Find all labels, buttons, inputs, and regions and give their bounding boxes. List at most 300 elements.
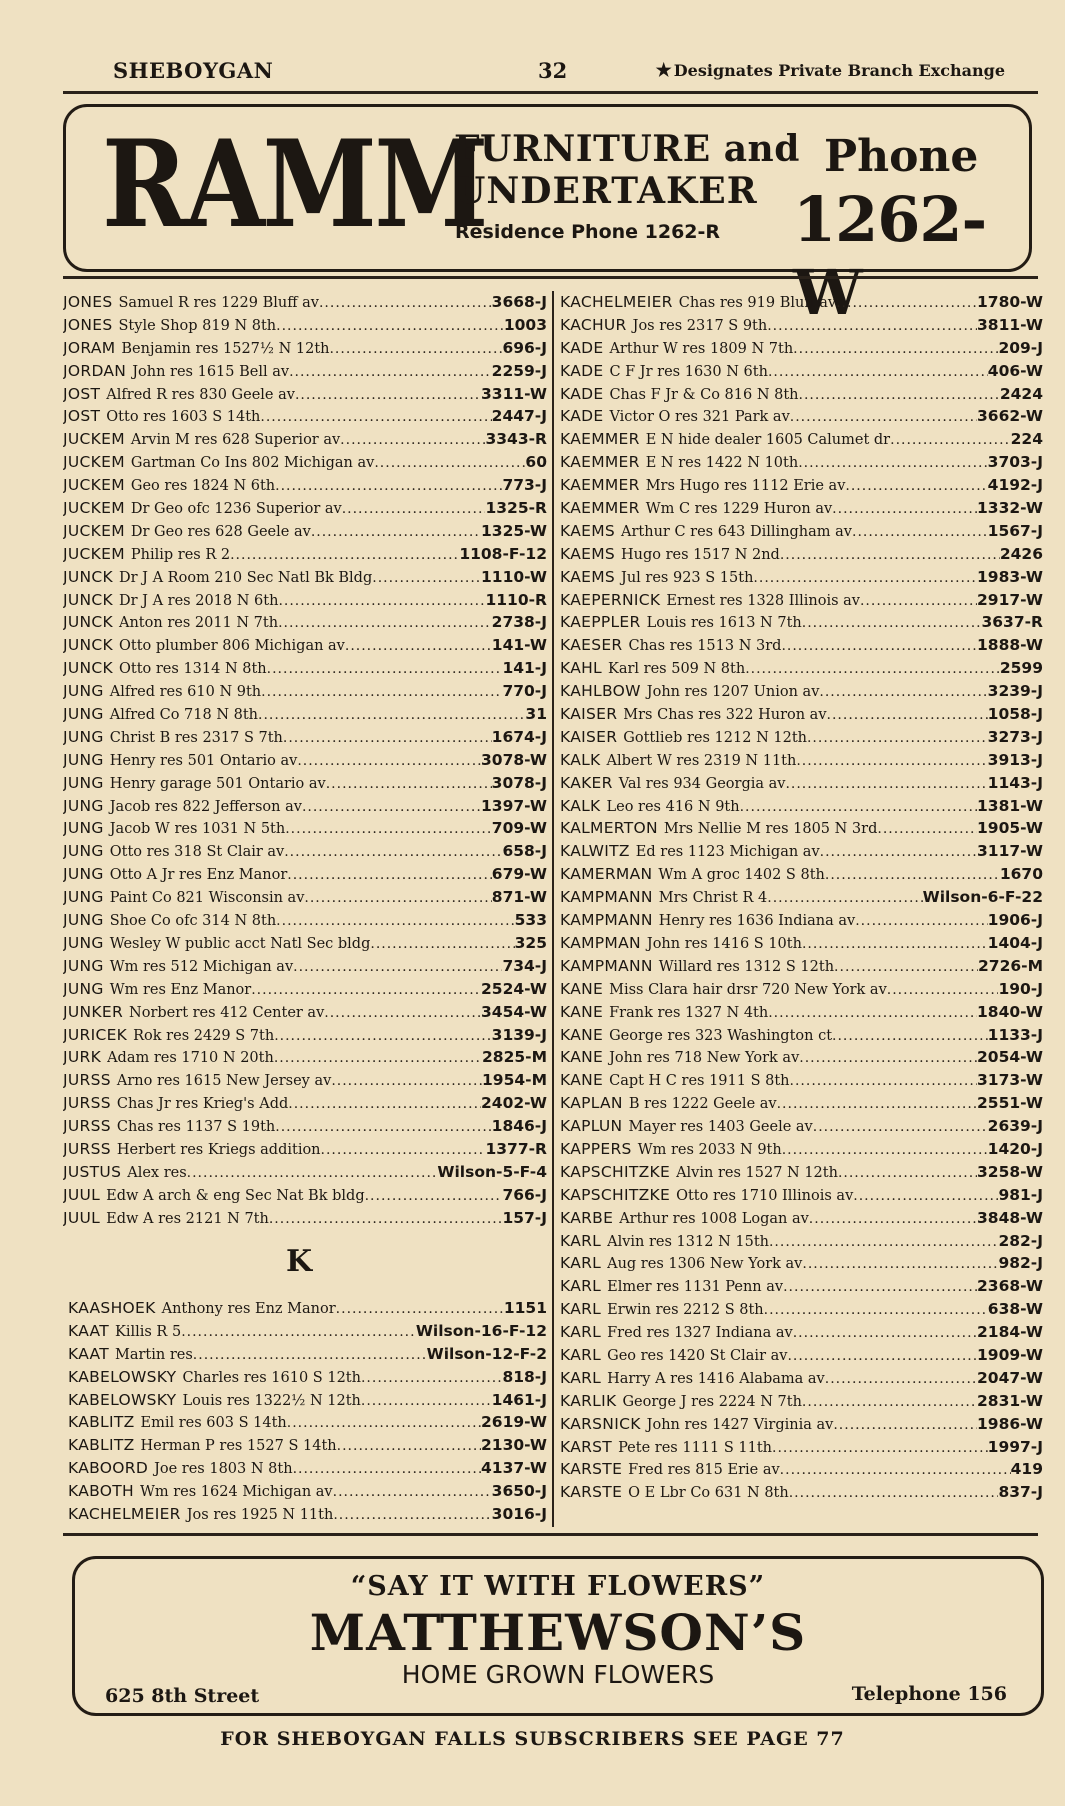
listing-detail: Adam res 1710 N 20th bbox=[107, 1050, 274, 1067]
leader-dots bbox=[274, 1047, 482, 1069]
leader-dots bbox=[802, 1253, 998, 1275]
listing-detail: John res 718 New York av bbox=[609, 1050, 800, 1067]
listing-detail: Killis R 5 bbox=[115, 1323, 182, 1340]
listing-detail: Emil res 603 S 14th bbox=[140, 1415, 287, 1432]
listing-name: KANE bbox=[560, 1002, 604, 1021]
listing-entry bbox=[63, 1161, 547, 1184]
listing-detail: Gottlieb res 1212 N 12th bbox=[623, 729, 807, 746]
listing-detail: Arno res 1615 New Jersey av bbox=[116, 1073, 332, 1090]
listing-phone: 770-J bbox=[502, 682, 547, 701]
leader-dots bbox=[753, 567, 977, 589]
listing-name: KAEPERNICK bbox=[560, 590, 661, 609]
listing-name: KARSTE bbox=[560, 1460, 623, 1479]
listing-entry bbox=[560, 932, 1043, 955]
leader-dots bbox=[372, 567, 481, 589]
column-divider bbox=[552, 291, 554, 1527]
listing-entry bbox=[68, 1366, 547, 1389]
listing-name: JUNG bbox=[63, 979, 104, 998]
listing-detail: Jos res 2317 S 9th bbox=[632, 317, 768, 334]
listing-entry bbox=[560, 1275, 1043, 1298]
listing-name: JUCKEM bbox=[63, 453, 125, 472]
listing-entry bbox=[63, 1092, 547, 1115]
listing-name: KADE bbox=[560, 338, 604, 357]
leader-dots bbox=[361, 1367, 502, 1389]
listing-name: JURSS bbox=[63, 1139, 111, 1158]
listing-phone: 3078-J bbox=[491, 773, 547, 792]
listing-phone: 1840-W bbox=[977, 1002, 1043, 1021]
listing-detail: Arthur res 1008 Logan av bbox=[619, 1210, 809, 1227]
leader-dots bbox=[333, 1504, 491, 1526]
listing-detail: Style Shop 819 N 8th bbox=[118, 317, 277, 334]
listing-detail: Chas F Jr & Co 816 N 8th bbox=[609, 386, 799, 403]
listing-entry bbox=[560, 1207, 1043, 1230]
leader-dots bbox=[295, 384, 481, 406]
listing-detail: Mayer res 1403 Geele av bbox=[628, 1119, 813, 1136]
listing-entry bbox=[63, 1069, 547, 1092]
leader-dots bbox=[793, 338, 998, 360]
listing-detail: Willard res 1312 S 12th bbox=[658, 958, 835, 975]
listing-entry bbox=[560, 1161, 1043, 1184]
listing-name: KAAT bbox=[68, 1344, 109, 1363]
listing-name: KARL bbox=[560, 1254, 602, 1273]
listing-entry bbox=[63, 1024, 547, 1047]
leader-dots bbox=[230, 544, 459, 566]
listing-entry bbox=[560, 703, 1043, 726]
listing-name: KARL bbox=[560, 1368, 602, 1387]
listing-column-left-k bbox=[68, 1297, 547, 1526]
listing-name: JUNKER bbox=[63, 1002, 124, 1021]
listing-phone: 982-J bbox=[998, 1254, 1043, 1273]
listing-entry bbox=[63, 451, 547, 474]
listing-detail: Alvin res 1312 N 15th bbox=[607, 1233, 769, 1250]
leader-dots bbox=[780, 544, 1000, 566]
listing-detail: Arthur W res 1809 N 7th bbox=[609, 340, 794, 357]
leader-dots bbox=[887, 979, 999, 1001]
leader-dots bbox=[293, 1458, 481, 1480]
listing-phone: 2402-W bbox=[481, 1094, 547, 1113]
listing-phone: Wilson-16-F-12 bbox=[415, 1321, 547, 1340]
ramm-brand: RAMM bbox=[102, 114, 486, 255]
listing-name: JUCKEM bbox=[63, 476, 125, 495]
listing-entry bbox=[560, 1115, 1043, 1138]
listing-name: JURSS bbox=[63, 1071, 111, 1090]
listing-detail: E N res 1422 N 10th bbox=[645, 455, 799, 472]
leader-dots bbox=[853, 1185, 998, 1207]
listing-entry bbox=[63, 634, 547, 657]
listing-phone: 2639-J bbox=[987, 1117, 1043, 1136]
leader-dots bbox=[767, 887, 922, 909]
listing-entry bbox=[63, 337, 547, 360]
listing-name: KALMERTON bbox=[560, 819, 658, 838]
listing-detail: Fred res 1327 Indiana av bbox=[607, 1325, 793, 1342]
listing-name: JUNCK bbox=[63, 613, 113, 632]
listing-phone: 1108-F-12 bbox=[459, 544, 547, 563]
listing-name: JUNG bbox=[63, 796, 104, 815]
listing-entry bbox=[560, 726, 1043, 749]
listing-entry bbox=[68, 1297, 547, 1320]
listing-detail: Paint Co 821 Wisconsin av bbox=[109, 890, 305, 907]
listing-phone: Wilson-6-F-22 bbox=[922, 888, 1043, 907]
listing-name: JUNCK bbox=[63, 659, 113, 678]
listing-detail: Henry res 1636 Indiana av bbox=[658, 913, 856, 930]
listing-entry bbox=[560, 405, 1043, 428]
listing-name: JUNCK bbox=[63, 636, 113, 655]
listing-entry bbox=[63, 383, 547, 406]
listing-detail: Jul res 923 S 15th bbox=[621, 569, 754, 586]
listing-phone: 3173-W bbox=[977, 1071, 1043, 1090]
listing-detail: Miss Clara hair drsr 720 New York av bbox=[609, 981, 887, 998]
listing-name: JUCKEM bbox=[63, 521, 125, 540]
listing-entry bbox=[63, 680, 547, 703]
listing-phone: 2619-W bbox=[481, 1413, 547, 1432]
listing-entry bbox=[63, 1184, 547, 1207]
star-icon: ★ bbox=[655, 60, 672, 81]
listing-phone: 2551-W bbox=[977, 1094, 1043, 1113]
listing-phone: 533 bbox=[514, 911, 547, 930]
listing-entry bbox=[63, 863, 547, 886]
leader-dots bbox=[361, 1390, 492, 1412]
listing-name: JURSS bbox=[63, 1094, 111, 1113]
listing-entry bbox=[560, 749, 1043, 772]
listing-name: KAEMS bbox=[560, 521, 616, 540]
city-name: SHEBOYGAN bbox=[113, 58, 274, 83]
listing-phone: 406-W bbox=[987, 361, 1043, 380]
listing-entry bbox=[560, 1321, 1043, 1344]
leader-dots bbox=[251, 979, 481, 1001]
listing-phone: 2184-W bbox=[977, 1323, 1043, 1342]
listing-name: KARL bbox=[560, 1231, 602, 1250]
listing-detail: John res 1416 S 10th bbox=[646, 935, 802, 952]
leader-dots bbox=[781, 635, 977, 657]
listing-detail: Alfred R res 830 Geele av bbox=[106, 386, 295, 403]
leader-dots bbox=[302, 796, 481, 818]
listing-phone: Wilson-12-F-2 bbox=[426, 1344, 547, 1363]
listing-phone: 2259-J bbox=[491, 361, 547, 380]
listing-detail: Arvin M res 628 Superior av bbox=[130, 432, 341, 449]
listing-entry bbox=[560, 1001, 1043, 1024]
listing-detail: Wesley W public acct Natl Sec bldg bbox=[109, 935, 371, 952]
listing-phone: 2424 bbox=[999, 384, 1043, 403]
leader-dots bbox=[782, 1139, 988, 1161]
listing-phone: 1909-W bbox=[977, 1345, 1043, 1364]
listing-entry bbox=[560, 1046, 1043, 1069]
leader-dots bbox=[321, 1139, 486, 1161]
listing-detail: Mrs Hugo res 1112 Erie av bbox=[645, 478, 846, 495]
listing-phone: 1986-W bbox=[977, 1414, 1043, 1433]
leader-dots bbox=[374, 452, 525, 474]
listing-phone: 2524-W bbox=[481, 979, 547, 998]
listing-name: KAEMMER bbox=[560, 499, 640, 518]
listing-name: JUNG bbox=[63, 888, 104, 907]
listing-detail: Shoe Co ofc 314 N 8th bbox=[109, 913, 277, 930]
listing-detail: Anthony res Enz Manor bbox=[161, 1301, 336, 1317]
listing-detail: Capt H C res 1911 S 8th bbox=[609, 1073, 790, 1090]
listing-entry bbox=[560, 520, 1043, 543]
leader-dots bbox=[833, 1414, 977, 1436]
listing-entry bbox=[560, 337, 1043, 360]
listing-phone: 3311-W bbox=[481, 384, 547, 403]
listing-phone: 2054-W bbox=[977, 1048, 1043, 1067]
leader-dots bbox=[278, 612, 492, 634]
listing-detail: Karl res 509 N 8th bbox=[608, 661, 746, 678]
listing-name: KARL bbox=[560, 1300, 602, 1319]
leader-dots bbox=[283, 727, 492, 749]
listing-phone: 2599 bbox=[999, 659, 1043, 678]
listing-phone: 3913-J bbox=[987, 750, 1043, 769]
listing-detail: Louis res 1613 N 7th bbox=[646, 615, 802, 632]
listing-entry bbox=[560, 1069, 1043, 1092]
leader-dots bbox=[276, 315, 504, 337]
listing-entry bbox=[68, 1480, 547, 1503]
ramm-residence-phone: Residence Phone 1262-R bbox=[455, 221, 721, 243]
listing-entry bbox=[63, 360, 547, 383]
listing-entry bbox=[63, 817, 547, 840]
listing-entry bbox=[63, 543, 547, 566]
listing-entry bbox=[560, 1298, 1043, 1321]
listing-name: KACHUR bbox=[560, 315, 627, 334]
leader-dots bbox=[783, 1276, 977, 1298]
listing-phone: 3703-J bbox=[987, 453, 1043, 472]
listing-detail: Geo res 1824 N 6th bbox=[130, 478, 276, 495]
listing-entry bbox=[63, 749, 547, 772]
listing-detail: Jos res 1925 N 11th bbox=[186, 1507, 334, 1524]
listing-detail: Christ B res 2317 S 7th bbox=[109, 729, 283, 746]
leader-dots bbox=[287, 1412, 481, 1434]
listing-phone: 1997-J bbox=[987, 1437, 1043, 1456]
listing-phone: 60 bbox=[525, 453, 547, 472]
listing-phone: 1381-W bbox=[977, 796, 1043, 815]
leader-dots bbox=[796, 750, 987, 772]
listing-phone: 2368-W bbox=[977, 1277, 1043, 1296]
listing-detail: Herbert res Kriegs addition bbox=[116, 1141, 321, 1158]
leader-dots bbox=[345, 635, 492, 657]
leader-dots bbox=[331, 1070, 482, 1092]
listing-entry bbox=[63, 932, 547, 955]
leader-dots bbox=[802, 933, 988, 955]
listing-entry bbox=[560, 314, 1043, 337]
listing-entry bbox=[63, 726, 547, 749]
listing-name: KARL bbox=[560, 1277, 602, 1296]
listing-detail: Alfred Co 718 N 8th bbox=[109, 707, 259, 724]
listing-name: KAEMMER bbox=[560, 453, 640, 472]
leader-dots bbox=[768, 361, 988, 383]
listing-entry bbox=[68, 1503, 547, 1526]
ramm-line-furniture: FURNITURE and bbox=[454, 128, 800, 170]
listing-detail: Ed res 1123 Michigan av bbox=[635, 844, 820, 861]
leader-dots bbox=[855, 910, 987, 932]
listing-phone: 31 bbox=[525, 705, 547, 724]
listing-phone: 3139-J bbox=[491, 1025, 547, 1044]
listing-phone: 1420-J bbox=[987, 1139, 1043, 1158]
leader-dots bbox=[777, 1093, 977, 1115]
listing-name: JUNG bbox=[63, 842, 104, 861]
listing-detail: Benjamin res 1527½ N 12th bbox=[121, 340, 330, 357]
listing-detail: Harry A res 1416 Alabama av bbox=[607, 1370, 825, 1387]
listing-phone: 766-J bbox=[502, 1185, 547, 1204]
listing-phone: 209-J bbox=[998, 338, 1043, 357]
listing-entry bbox=[68, 1389, 547, 1412]
listing-name: KANE bbox=[560, 979, 604, 998]
listing-detail: Frank res 1327 N 4th bbox=[609, 1004, 769, 1021]
listing-name: JUNG bbox=[63, 682, 104, 701]
listing-detail: C F Jr res 1630 N 6th bbox=[609, 363, 768, 380]
listing-phone: 1143-J bbox=[987, 773, 1043, 792]
leader-dots bbox=[790, 1070, 978, 1092]
listing-detail: Mrs Nellie M res 1805 N 3rd bbox=[663, 821, 878, 838]
pbx-legend-text: Designates Private Branch Exchange bbox=[673, 61, 1005, 80]
listing-detail: John res 1427 Virginia av bbox=[646, 1416, 834, 1433]
listing-name: JOST bbox=[63, 407, 101, 426]
leader-dots bbox=[827, 704, 988, 726]
leader-dots bbox=[838, 1162, 977, 1184]
listing-phone: 419 bbox=[1010, 1460, 1043, 1479]
listing-detail: Leo res 416 N 9th bbox=[606, 798, 740, 815]
listing-detail: Erwin res 2212 S 8th bbox=[607, 1302, 764, 1319]
page-number: 32 bbox=[538, 58, 568, 83]
listing-name: KAPSCHITZKE bbox=[560, 1185, 671, 1204]
listing-name: KABELOWSKY bbox=[68, 1367, 177, 1386]
listing-name: JONES bbox=[63, 315, 113, 334]
listing-name: KALK bbox=[560, 750, 601, 769]
listing-name: KADE bbox=[560, 361, 604, 380]
listing-name: KAISER bbox=[560, 727, 618, 746]
listing-entry bbox=[63, 955, 547, 978]
listing-detail: Jacob res 822 Jefferson av bbox=[109, 798, 302, 815]
listing-phone: 2825-M bbox=[482, 1048, 547, 1067]
listing-phone: 1151 bbox=[503, 1299, 547, 1317]
leader-dots bbox=[819, 681, 987, 703]
florist-address: 625 8th Street bbox=[105, 1685, 260, 1707]
leader-dots bbox=[769, 1231, 998, 1253]
listing-entry bbox=[560, 566, 1043, 589]
listing-name: JUNG bbox=[63, 819, 104, 838]
ramm-phone-number: 1262-W bbox=[793, 183, 987, 329]
listing-phone: 3117-W bbox=[977, 842, 1043, 861]
listing-detail: Albert W res 2319 N 11th bbox=[606, 752, 797, 769]
leader-dots bbox=[193, 1344, 427, 1366]
listing-entry bbox=[63, 566, 547, 589]
listing-name: JUCKEM bbox=[63, 544, 125, 563]
listing-phone: 696-J bbox=[502, 338, 547, 357]
listing-detail: Wm res 512 Michigan av bbox=[109, 958, 294, 975]
listing-detail: Wm res 1624 Michigan av bbox=[139, 1484, 333, 1501]
listing-name: JUNG bbox=[63, 956, 104, 975]
listing-detail: O E Lbr Co 631 N 8th bbox=[628, 1485, 789, 1502]
listing-phone: 1133-J bbox=[987, 1025, 1043, 1044]
listing-entry bbox=[63, 1001, 547, 1024]
leader-dots bbox=[288, 1093, 481, 1115]
leader-dots bbox=[342, 498, 486, 520]
listing-name: KAHL bbox=[560, 659, 602, 678]
listing-detail: B res 1222 Geele av bbox=[628, 1096, 777, 1113]
listing-entry bbox=[63, 589, 547, 612]
listing-name: JORAM bbox=[63, 338, 116, 357]
listing-detail: Otto plumber 806 Michigan av bbox=[119, 638, 345, 655]
leader-dots bbox=[785, 773, 987, 795]
leader-dots bbox=[820, 841, 977, 863]
leader-dots bbox=[297, 750, 481, 772]
listing-phone: 141-W bbox=[491, 636, 547, 655]
listing-column-right bbox=[560, 291, 1043, 1504]
listing-name: KARSTE bbox=[560, 1483, 623, 1502]
listing-name: KARL bbox=[560, 1323, 602, 1342]
listing-phone: 773-J bbox=[502, 476, 547, 495]
listing-phone: 1906-J bbox=[987, 911, 1043, 930]
listing-name: KAMPMANN bbox=[560, 911, 653, 930]
listing-phone: 1325-R bbox=[485, 499, 547, 518]
leader-dots bbox=[836, 292, 977, 314]
listing-detail: Edw A arch & eng Sec Nat Bk bldg bbox=[106, 1187, 365, 1204]
leader-dots bbox=[790, 406, 977, 428]
listing-entry bbox=[560, 1024, 1043, 1047]
listing-name: KAEMMER bbox=[560, 476, 640, 495]
listing-name: KALK bbox=[560, 796, 601, 815]
listing-entry bbox=[560, 428, 1043, 451]
listing-detail: Wm res Enz Manor bbox=[109, 981, 252, 998]
leader-dots bbox=[275, 475, 502, 497]
leader-dots bbox=[745, 658, 1000, 680]
listing-entry bbox=[560, 772, 1043, 795]
listing-entry bbox=[560, 1390, 1043, 1413]
pbx-legend bbox=[656, 60, 1005, 81]
listing-detail: Elmer res 1131 Penn av bbox=[607, 1279, 784, 1296]
leader-dots bbox=[289, 361, 492, 383]
listing-name: KADE bbox=[560, 384, 604, 403]
leader-dots bbox=[780, 1459, 1011, 1481]
listing-entry bbox=[560, 955, 1043, 978]
listing-name: KARSNICK bbox=[560, 1414, 641, 1433]
listing-name: KACHELMEIER bbox=[68, 1505, 181, 1524]
listing-phone: 2917-W bbox=[977, 590, 1043, 609]
listing-phone: 1905-W bbox=[977, 819, 1043, 838]
listing-entry bbox=[560, 886, 1043, 909]
listing-name: KAESER bbox=[560, 636, 623, 655]
listing-entry bbox=[63, 1115, 547, 1138]
leader-dots bbox=[764, 1299, 988, 1321]
listing-phone: 3273-J bbox=[987, 727, 1043, 746]
leader-dots bbox=[768, 1002, 977, 1024]
listing-phone: 1567-J bbox=[987, 521, 1043, 540]
leader-dots bbox=[260, 406, 491, 428]
leader-dots bbox=[293, 956, 502, 978]
listing-name: KAMPMANN bbox=[560, 956, 653, 975]
listing-phone: 2726-M bbox=[978, 956, 1043, 975]
listing-entry bbox=[63, 772, 547, 795]
listing-phone: 1377-R bbox=[485, 1139, 547, 1158]
listing-name: KAMERMAN bbox=[560, 865, 653, 884]
listing-entry bbox=[63, 1046, 547, 1069]
listing-entry bbox=[560, 978, 1043, 1001]
listing-entry bbox=[560, 634, 1043, 657]
listing-phone: 3637-R bbox=[981, 613, 1043, 632]
listing-phone: 2130-W bbox=[481, 1436, 547, 1455]
listing-name: JUCKEM bbox=[63, 499, 125, 518]
leader-dots bbox=[799, 1047, 977, 1069]
listing-detail: Joe res 1803 N 8th bbox=[154, 1461, 293, 1478]
listing-entry bbox=[68, 1457, 547, 1480]
listing-entry bbox=[560, 497, 1043, 520]
leader-dots bbox=[326, 773, 492, 795]
listing-detail: Dr Geo ofc 1236 Superior av bbox=[130, 501, 342, 518]
leader-dots bbox=[287, 864, 492, 886]
leader-dots bbox=[329, 338, 502, 360]
leader-dots bbox=[832, 498, 977, 520]
listing-entry bbox=[63, 314, 547, 337]
listing-column-left bbox=[63, 291, 547, 1230]
listing-entry bbox=[560, 360, 1043, 383]
listing-name: KAPPERS bbox=[560, 1139, 632, 1158]
leader-dots bbox=[877, 818, 977, 840]
